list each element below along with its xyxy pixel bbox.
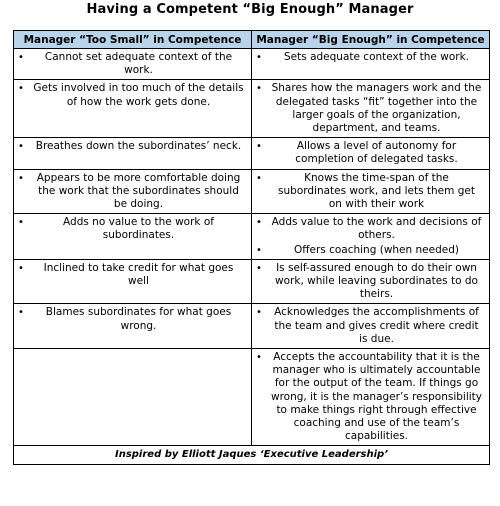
cell-big-enough	[252, 138, 490, 169]
bullet-item	[18, 262, 247, 288]
cell-big-enough	[252, 214, 490, 260]
bullet-text: Accepts the accountability that it is the manager who is ultimately accountable for the output of the team. If things go wrong, it is the manager’s responsibility to make things right through effective coaching and use of the team’s capabilities.	[271, 351, 482, 443]
bullet-item	[18, 172, 247, 212]
bullet-icon: •	[18, 83, 24, 95]
bullet-icon: •	[18, 172, 24, 184]
bullet-item	[18, 216, 247, 242]
bullet-icon: •	[256, 141, 262, 153]
bullet-text: Knows the time-span of the subordinates work, and lets them get on with their work	[278, 171, 475, 211]
bullet-item	[256, 172, 485, 212]
bullet-text: Appears to be more comfortable doing the work that the subordinates should be doing.	[36, 171, 241, 211]
bullet-icon: •	[18, 307, 24, 319]
bullet-item	[256, 351, 485, 443]
bullet-text: Cannot set adequate context of the work.	[44, 51, 233, 77]
table-row	[14, 214, 490, 260]
bullet-item	[256, 140, 485, 166]
cell-too-small	[14, 349, 252, 446]
bullet-icon: •	[18, 217, 24, 229]
bullet-icon: •	[18, 52, 24, 63]
table-row	[14, 169, 490, 214]
table-row	[14, 138, 490, 169]
bullet-item	[18, 306, 247, 332]
bullet-icon: •	[256, 172, 262, 184]
bullet-item	[256, 82, 485, 135]
bullet-icon: •	[256, 217, 262, 229]
bullet-item	[18, 82, 247, 108]
page-title: Having a Competent “Big Enough” Manager	[86, 2, 414, 17]
bullet-item	[256, 216, 485, 242]
bullet-icon: •	[256, 352, 262, 364]
bullet-icon: •	[256, 52, 262, 63]
table-row	[14, 80, 490, 138]
cell-too-small	[14, 80, 252, 138]
bullet-item	[256, 244, 485, 257]
cell-big-enough	[252, 349, 490, 446]
header-row	[14, 31, 490, 49]
cell-too-small	[14, 304, 252, 349]
bullet-text: Adds no value to the work of subordinates.	[63, 216, 214, 242]
footer-credit: Inspired by Elliott Jaques ‘Executive Leadership’	[14, 446, 490, 464]
bullet-text: Offers coaching (when needed)	[294, 243, 459, 256]
cell-too-small	[14, 169, 252, 214]
cell-too-small	[14, 49, 252, 80]
table-row	[14, 259, 490, 304]
cell-too-small	[14, 214, 252, 260]
table-row	[14, 49, 490, 80]
cell-big-enough	[252, 304, 490, 349]
bullet-item	[18, 140, 247, 153]
bullet-text: Breathes down the subordinates’ neck.	[35, 140, 242, 153]
bullet-item	[256, 306, 485, 346]
bullet-text: Acknowledges the accomplishments of the team and gives credit where credit is due.	[274, 306, 479, 345]
bullet-icon: •	[256, 83, 262, 95]
cell-big-enough	[252, 49, 490, 80]
table-row	[14, 349, 490, 446]
bullet-icon: •	[18, 262, 24, 274]
bullet-text: Shares how the managers work and the delegated tasks “fit” together into the larger goals of the organization, department, and teams.	[271, 82, 482, 135]
cell-big-enough	[252, 169, 490, 214]
cell-too-small	[14, 259, 252, 304]
table-row	[14, 304, 490, 349]
bullet-item	[256, 51, 485, 64]
header-big-enough: Manager “Big Enough” in Competence	[252, 31, 490, 49]
cell-big-enough	[252, 80, 490, 138]
bullet-text: Sets adequate context of the work.	[284, 51, 469, 63]
bullet-text: Blames subordinates for what goes wrong.	[45, 306, 232, 332]
header-too-small: Manager “Too Small” in Competence	[14, 31, 252, 49]
bullet-text: Inclined to take credit for what goes well	[43, 261, 234, 288]
bullet-item	[18, 51, 247, 77]
bullet-item	[256, 262, 485, 302]
cell-big-enough	[252, 259, 490, 304]
bullet-text: Adds value to the work and decisions of others.	[271, 216, 482, 242]
cell-too-small	[14, 138, 252, 169]
bullet-text: Allows a level of autonomy for completion of delegated tasks.	[295, 140, 458, 166]
bullet-icon: •	[256, 262, 262, 274]
bullet-icon: •	[256, 307, 262, 319]
comparison-table	[13, 30, 490, 465]
footer-row	[14, 446, 490, 464]
bullet-icon: •	[18, 141, 24, 153]
bullet-text: Is self-assured enough to do their own work, while leaving subordinates to do theirs.	[275, 261, 478, 301]
bullet-text: Gets involved in too much of the details of how the work gets done.	[33, 82, 244, 108]
bullet-icon: •	[256, 244, 262, 256]
